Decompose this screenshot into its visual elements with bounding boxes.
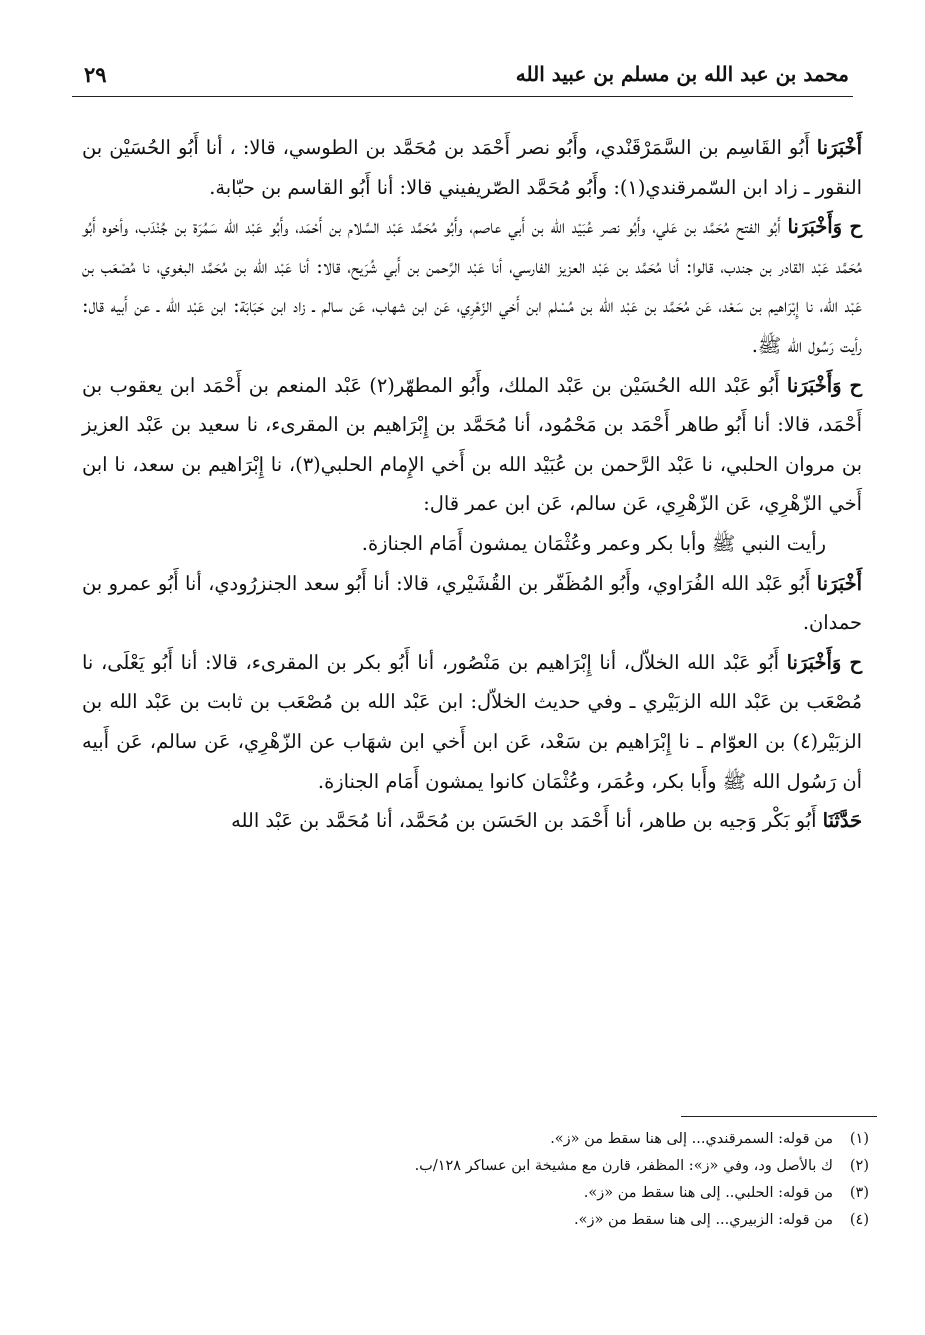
footnote bbox=[89, 1180, 869, 1207]
footnotes bbox=[89, 1126, 869, 1234]
paragraph-text: أَبُو عَبْد الله الخلاّل، أنا إِبْرَاهيم بن مَنْصُور، أنا أَبُو بكر بن المقرىء، قالا: أنا أَبُو يَعْلَى، نا مُصْعَب بن عَبْد الله الزبَيْري ـ وفي حديث الخلاّل: ابن عَبْد الله بن مُصْعَب بن ثابت بن عَبْد الله بن الزبَيْر(٤) بن العوّام ـ نا إِبْرَاهيم بن سَعْد، عَن ابن أَخي ابن شهَاب عن الزّهْرِي، عَن سالم، عَن أَبيه أن رَسُول الله ﷺ وأَبا بكر، وعُمَر، وعُثْمَان كانوا يمشون أَمَام الجنازة. bbox=[82, 650, 862, 793]
footnote-number: (٣) bbox=[849, 1185, 869, 1201]
main-text bbox=[82, 128, 862, 841]
footnote-text: من قوله: الزبيري... إلى هنا سقط من «ز». bbox=[574, 1212, 833, 1228]
paragraph bbox=[82, 801, 862, 841]
paragraph bbox=[82, 207, 862, 365]
footnote-number: (٤) bbox=[849, 1212, 869, 1228]
footnote-text: من قوله: السمرقندي... إلى هنا سقط من «ز». bbox=[550, 1131, 833, 1147]
footnote bbox=[89, 1207, 869, 1234]
paragraph bbox=[82, 128, 862, 207]
footnote-text: ك بالأصل ود، وفي «ز»: المظفر، قارن مع مشيخة ابن عساكر ١٢٨/ب. bbox=[414, 1158, 833, 1174]
paragraph bbox=[82, 643, 862, 801]
chain-keyword: أَخْبَرَنا bbox=[816, 136, 862, 159]
page-header bbox=[72, 56, 853, 97]
paragraph bbox=[82, 564, 862, 643]
paragraph-text: أَبُو بَكْر وَجيه بن طاهر، أنا أَحْمَد بن الحَسَن بن مُحَمَّد، أنا مُحَمَّد بن عَبْد الله bbox=[231, 809, 823, 833]
paragraph-text: أَبُو القَاسِم بن السَّمَرْقَنْدي، وأَبُو نصر أَحْمَد بن مُحَمَّد بن الطوسي، قالا: ، أنا أَبُو الحُسَيْن بن النقور ـ زاد ابن السّمرقندي(١): وأَبُو مُحَمَّد الصّريفيني قالا: أنا أَبُو القاسم بن حبّابة. bbox=[82, 136, 862, 199]
paragraph-text: أَبُو عَبْد الله الفُرَاوي، وأَبُو المُظَفّر بن القُشَيْري، قالا: أنا أَبُو سعد الجنزرُودي، أنا أَبُو عمرو بن حمدان. bbox=[82, 571, 862, 635]
footnote-number: (١) bbox=[849, 1131, 869, 1147]
paragraph-text: أَبُو عَبْد الله الحُسَيْن بن عَبْد الملك، وأَبُو المطهّر(٢) عَبْد المنعم بن أَحْمَد ابن يعقوب بن أَحْمَد، قالا: أنا أَبُو طاهر أَحْمَد بن مَحْمُود، أنا مُحَمَّد بن إِبْرَاهيم بن المقرىء، نا سعيد بن عَبْد العزيز بن مروان الحلبي، نا عَبْد الرَّحمن بن عُبَيْد الله بن أَخي الإِمام الحلبي(٣)، نا إِبْرَاهيم بن سعد، نا ابن أَخي الزّهْرِي، عَن الزّهْرِي، عَن سالم، عَن ابن عمر قال: bbox=[82, 373, 862, 516]
paragraph bbox=[82, 366, 862, 524]
footnote-text: من قوله: الحلبي.. إلى هنا سقط من «ز». bbox=[583, 1185, 833, 1201]
chain-keyword: ح وَأَخْبَرَنا bbox=[787, 215, 862, 239]
chain-keyword: أَخْبَرَنا bbox=[816, 571, 862, 595]
hadith-text bbox=[82, 524, 862, 564]
footnote bbox=[89, 1153, 869, 1180]
footnote-number: (٢) bbox=[849, 1158, 869, 1174]
chain-keyword: ح وَأَخْبَرَنا bbox=[786, 373, 862, 397]
chain-keyword: ح وَأَخْبَرَنا bbox=[786, 650, 862, 674]
paragraph-text: أَبُو الفتح مُحَمَّد بن عَلي، وأَبُو نصر عُبَيْد الله بن أَبي عاصم، وأَبُو مُحَمَّد عَبْد السَّلام بن أَحْمَد، وأَبُو عَبْد الله سَمُرَة بن جُنْدَب، وأخوه أَبُو مُحَمَّد عَبْد القادر بن جندب، قالوا: أنا مُحَمَّد بن عَبْد العزيز الفارسي، أنا عَبْد الرَّحمن بن أَبي شُرَيح، قالا: أنا عَبْد الله بن مُحَمَّد البغوي، نا مُصْعَب بن عَبْد الله، نا إِبْرَاهيم بن سَعْد، عَن مُحَمَّد بن عَبْد الله بن مُسْلم ابن أَخي الزّهْرِي، عَن ابن شهاب، عَن سالم ـ زاد ابن حَبَابَة: ابن عَبْد الله ـ عن أَبيه قال: رأيت رَسُول الله ﷺ. bbox=[82, 215, 862, 357]
chain-keyword: حَدَّثَنَا bbox=[822, 809, 862, 833]
running-title: محمد بن عبد الله بن مسلم بن عبيد الله bbox=[515, 62, 849, 86]
footnote-divider bbox=[681, 1116, 877, 1117]
footnote bbox=[89, 1126, 869, 1153]
page-number: ٢٩ bbox=[84, 62, 107, 87]
paragraph-text: رأيت النبي ﷺ وأبا بكر وعمر وعُثْمَان يمشون أَمَام الجنازة. bbox=[361, 531, 826, 555]
